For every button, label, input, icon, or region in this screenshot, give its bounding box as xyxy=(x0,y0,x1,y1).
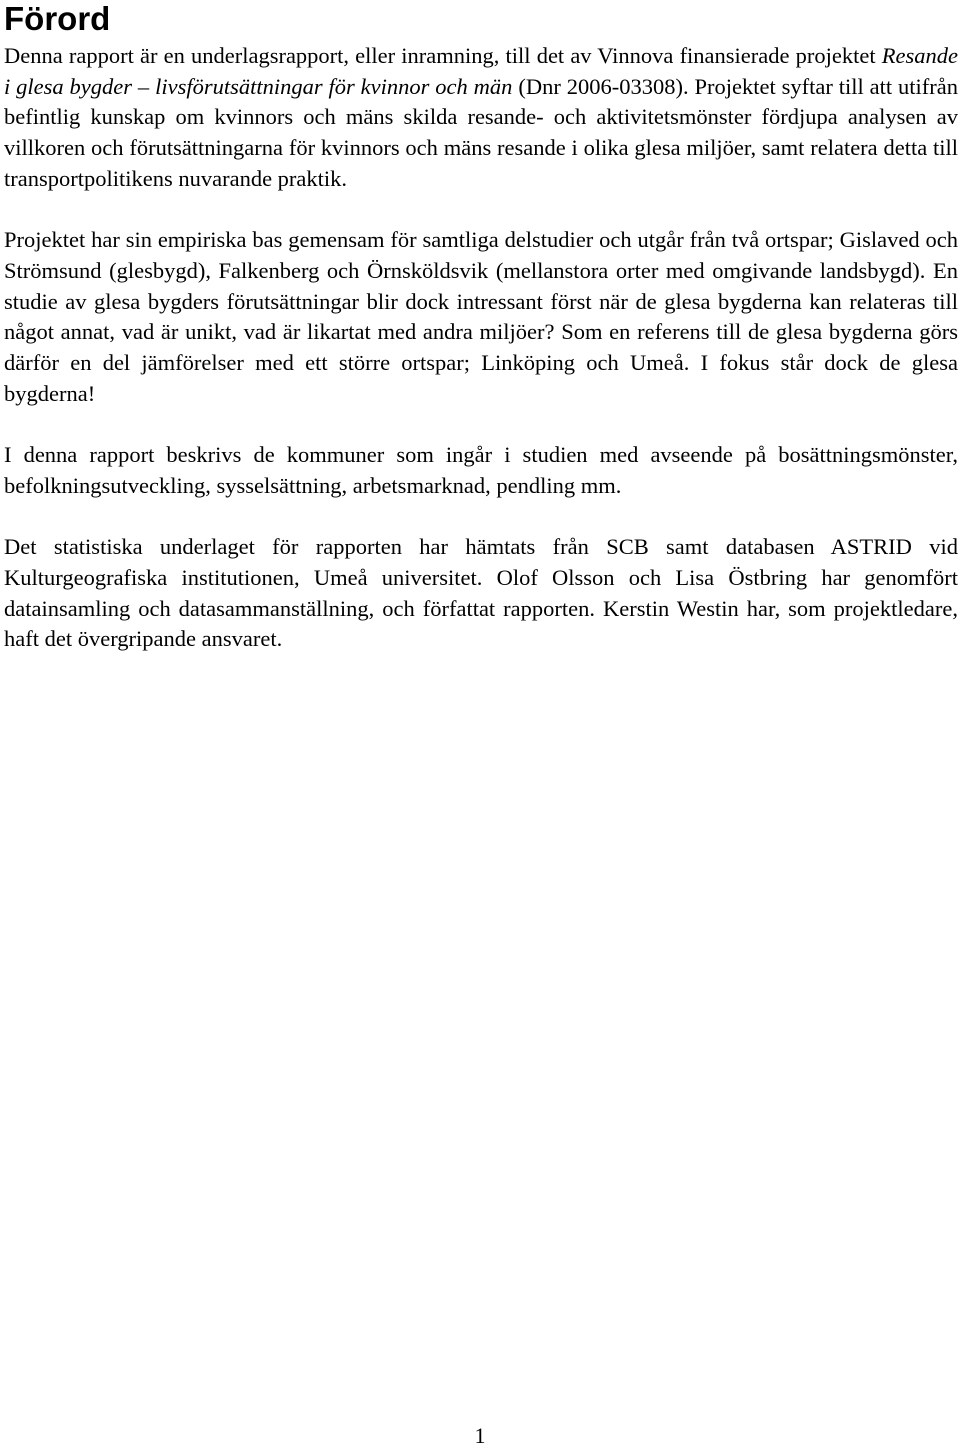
paragraph-report-scope: I denna rapport beskrivs de kommuner som ingår i studien med avseende på bosättningsmönster, befolkningsutveckling, sysselsättning, arbetsmarknad, pendling mm. xyxy=(4,442,958,498)
page-number: 1 xyxy=(474,1423,486,1448)
document-page xyxy=(4,0,958,686)
page-title: Förord xyxy=(4,0,111,37)
paragraph-intro xyxy=(4,41,958,195)
paragraph-intro-text-start: Denna rapport är en underlagsrapport, eller inramning, till det av Vinnova finansierade projektet xyxy=(4,43,882,68)
project-title: Resande i glesa bygder – livsförutsättningar för kvinnor och män xyxy=(4,43,958,99)
paragraph-data-sources: Det statistiska underlaget för rapporten har hämtats från SCB samt databasen ASTRID vid Kulturgeografiska institutionen, Umeå universitet. Olof Olsson och Lisa Östbring har genomfört datainsamling och datasammanställning, och författat rapporten. Kerstin Westin har, som projektledare, haft det övergripande ansvaret. xyxy=(4,534,958,652)
paragraph-intro-text-end: (Dnr 2006-03308). Projektet syftar till att utifrån befintlig kunskap om kvinnors och mäns skilda resande- och aktivitetsmönster fördjupa analysen av villkoren och förutsättningarna för kvinnors och mäns resande i olika glesa miljöer, samt relatera detta till transportpolitikens nuvarande praktik. xyxy=(4,73,958,191)
paragraph-empirical-base: Projektet har sin empiriska bas gemensam för samtliga delstudier och utgår från två ortspar; Gislaved och Strömsund (glesbygd), Falkenberg och Örnsköldsvik (mellanstora orter med omgivande landsbygd). En studie av glesa bygders förutsättningar blir dock intressant först när de glesa bygderna kan relateras till något annat, vad är unikt, vad är likartat med andra miljöer? Som en referens till de glesa bygderna görs därför en del jämförelser med ett större ortspar; Linköping och Umeå. I fokus står dock de glesa bygderna! xyxy=(4,227,958,406)
